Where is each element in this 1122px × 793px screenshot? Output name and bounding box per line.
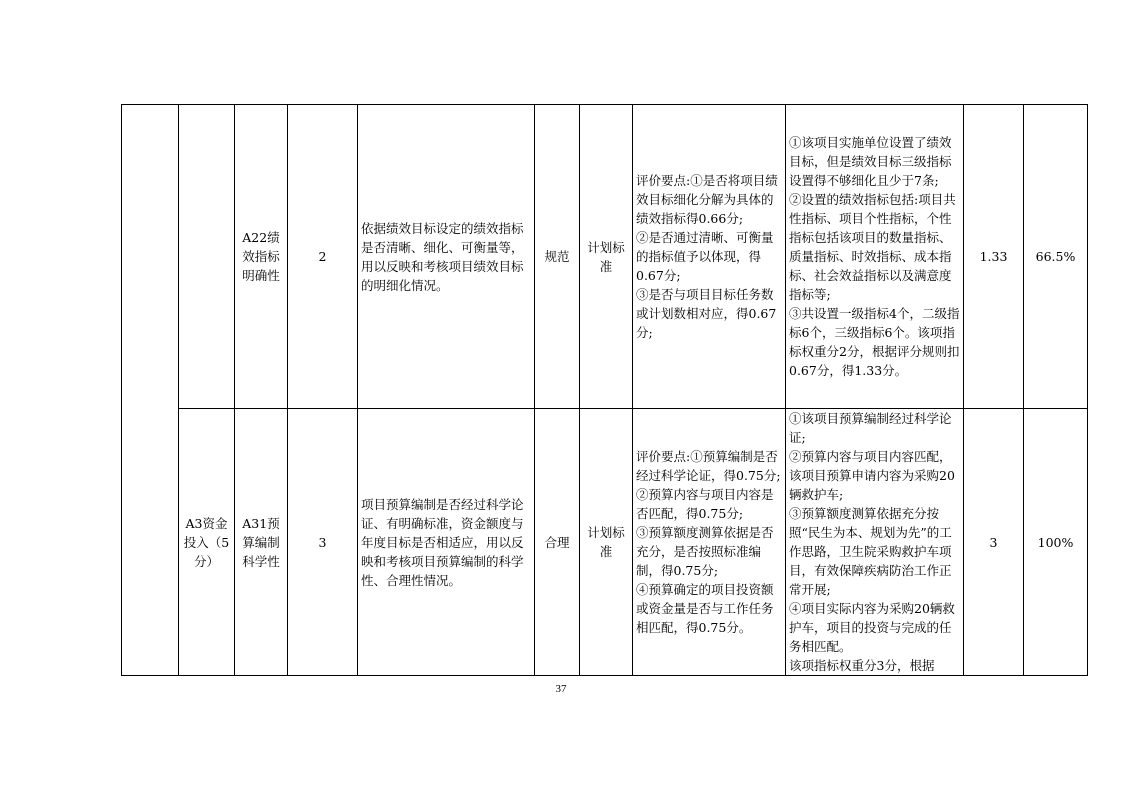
evaluation-basis-cell: 计划标准 xyxy=(580,105,633,409)
level3-indicator-cell: A31预算编制科学性 xyxy=(235,409,288,676)
criteria-line: ④预算确定的项目投资额或资金量是否与工作任务相匹配，得0.75分。 xyxy=(636,582,774,635)
criteria-line: ③是否与项目目标任务数或计划数相对应，得0.67分; xyxy=(636,287,777,340)
findings-cell xyxy=(786,409,964,676)
evaluation-basis-cell: 计划标准 xyxy=(580,409,633,676)
weight-cell: 3 xyxy=(288,409,358,676)
score-rate-cell: 100% xyxy=(1024,409,1088,676)
criteria-line: ③预算额度测算依据是否充分，是否按照标准编制，得0.75分; xyxy=(636,525,774,578)
finding-line: ①该项目预算编制经过科学论证; xyxy=(789,411,952,445)
table-row xyxy=(122,409,1088,676)
finding-line: ④项目实际内容为采购20辆救护车，项目的投资与完成的任务相匹配。 xyxy=(789,601,955,654)
indicator-explanation-cell: 依据绩效目标设定的绩效指标是否清晰、细化、可衡量等，用以反映和考核项目绩效目标的明细化情况。 xyxy=(358,105,535,409)
page-number: 37 xyxy=(555,683,567,695)
score-cell: 1.33 xyxy=(964,105,1024,409)
indicator-explanation-cell: 项目预算编制是否经过科学论证、有明确标准，资金额度与年度目标是否相适应，用以反映和考核项目预算编制的科学性、合理性情况。 xyxy=(358,409,535,676)
criteria-line: ②是否通过清晰、可衡量的指标值予以体现，得0.67分; xyxy=(636,230,774,283)
scoring-criteria-cell xyxy=(633,409,786,676)
finding-line: ①该项目实施单位设置了绩效目标，但是绩效目标三级指标设置得不够细化且少于7条; xyxy=(789,135,952,188)
indicator-type-cell: 规范 xyxy=(535,105,580,409)
finding-line: ③预算额度测算依据充分按照“民生为本、规划为先”的工作思路，卫生院采购救护车项目，有效保障疾病防治工作正常开展; xyxy=(789,506,952,597)
finding-line: ③共设置一级指标4个，二级指标6个，三级指标6个。该项指标权重分2分，根据评分规则扣0.67分，得1.33分。 xyxy=(789,306,960,378)
level3-indicator-cell: A22绩效指标明确性 xyxy=(235,105,288,409)
indicator-type-cell: 合理 xyxy=(535,409,580,676)
table-row xyxy=(122,105,1088,409)
score-cell: 3 xyxy=(964,409,1024,676)
score-rate-cell: 66.5% xyxy=(1024,105,1088,409)
criteria-line: 评价要点:①预算编制是否经过科学论证，得0.75分; xyxy=(636,449,781,483)
findings-cell xyxy=(786,105,964,409)
scoring-criteria-cell xyxy=(633,105,786,409)
criteria-line: 评价要点:①是否将项目绩效目标细化分解为具体的绩效指标得0.66分; xyxy=(636,173,778,226)
criteria-line: ②预算内容与项目内容是否匹配，得0.75分; xyxy=(636,487,774,521)
weight-cell: 2 xyxy=(288,105,358,409)
finding-line: 该项指标权重分3分，根据 xyxy=(789,658,935,673)
level1-indicator-cell xyxy=(122,105,179,676)
level2-indicator-cell xyxy=(179,105,235,409)
finding-line: ②预算内容与项目内容匹配，该项目预算申请内容为采购20辆救护车; xyxy=(789,449,955,502)
level2-indicator-cell: A3资金投入（5分） xyxy=(179,409,235,676)
evaluation-table xyxy=(121,104,1088,676)
finding-line: ②设置的绩效指标包括:项目共性指标、项目个性指标，个性指标包括该项目的数量指标、质量指标、时效指标、成本指标、社会效益指标以及满意度指标等; xyxy=(789,192,956,302)
